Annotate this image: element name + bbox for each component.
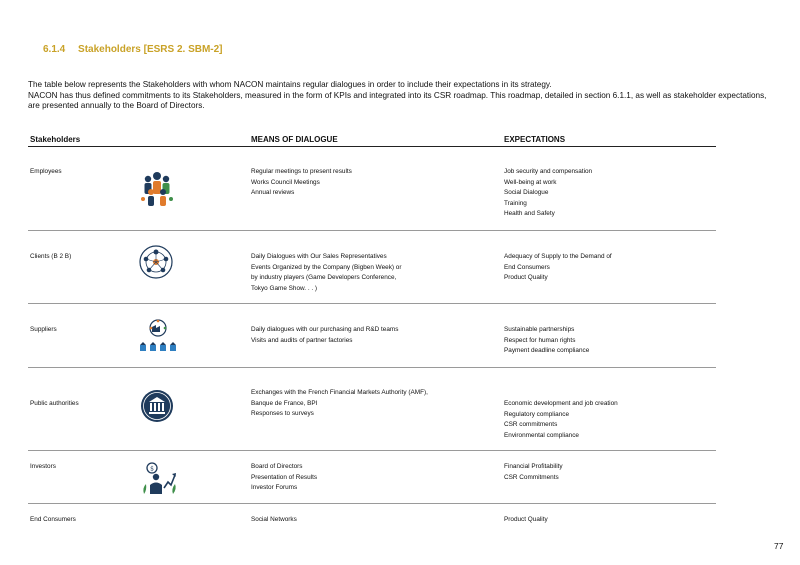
stakeholder-investors: Investors <box>30 463 56 470</box>
expectation-line: CSR commitments <box>504 421 558 428</box>
section-heading <box>43 44 223 55</box>
means-line: Visits and audits of partner factories <box>251 336 353 344</box>
page-number: 77 <box>774 541 784 551</box>
means-line: Board of Directors <box>251 463 303 470</box>
column-header-means: MEANS OF DIALOGUE <box>251 135 338 144</box>
expectation-line: Social Dialogue <box>504 189 549 196</box>
row-divider <box>28 303 716 304</box>
expectation-line: Economic development and job creation <box>504 400 618 407</box>
column-header-expectations: EXPECTATIONS <box>504 135 566 144</box>
means-line: Social Networks <box>251 516 297 523</box>
expectations-investors <box>504 462 563 483</box>
stakeholder-employees: Employees <box>30 168 62 175</box>
means-clients <box>251 252 402 294</box>
expectation-line: CSR Commitments <box>504 473 559 481</box>
expectations-suppliers <box>504 325 589 357</box>
investor-growth-icon <box>140 460 178 496</box>
stakeholder-clients: Clients (B 2 B) <box>30 253 72 260</box>
means-line: Banque de France, BPI <box>251 399 318 407</box>
expectation-line: Training <box>504 199 527 207</box>
stakeholder-public-authorities: Public authorities <box>30 400 79 407</box>
public-authority-building-icon <box>140 389 174 423</box>
employees-group-icon <box>140 168 174 208</box>
svg-text:$: $ <box>150 465 154 473</box>
means-line: Exchanges with the French Financial Markets Authority (AMF), <box>251 389 428 396</box>
row-divider <box>28 367 716 368</box>
expectation-line: Payment deadline compliance <box>504 347 590 354</box>
means-public-authorities <box>251 388 428 420</box>
means-line: by industry players (Game Developers Conference, <box>251 274 397 281</box>
means-line: Investor Forums <box>251 484 298 491</box>
expectations-employees <box>504 167 592 220</box>
intro-text <box>28 80 768 112</box>
row-divider <box>28 503 716 504</box>
expectation-line: Job security and compensation <box>504 168 593 175</box>
means-line: Daily Dialogues with Our Sales Representatives <box>251 253 387 260</box>
means-line: Daily dialogues with our purchasing and R&D teams <box>251 326 399 333</box>
expectation-line: End Consumers <box>504 263 550 271</box>
row-divider <box>28 230 716 231</box>
means-line: Regular meetings to present results <box>251 168 352 175</box>
expectation-line: Product Quality <box>504 274 548 281</box>
means-end-consumers <box>251 515 297 526</box>
means-line: Responses to surveys <box>251 410 314 417</box>
section-title: Stakeholders [ESRS 2. SBM-2] <box>78 44 223 55</box>
row-divider <box>28 450 716 451</box>
means-line: Presentation of Results <box>251 473 318 481</box>
means-line: Tokyo Game Show. . . ) <box>251 284 318 292</box>
expectation-line: Product Quality <box>504 516 548 523</box>
means-line: Annual reviews <box>251 189 295 196</box>
column-header-stakeholders: Stakeholders <box>30 135 81 144</box>
suppliers-factory-icon <box>138 318 178 354</box>
intro-paragraph-2: NACON has thus defined commitments to its Stakeholders, measured in the form of KPIs and integrated into its CSR roadmap. This roadmap, detailed in section 6.1.1, as well as stakeholder expectations, are presented annually to the Board of Directors. <box>28 90 767 110</box>
expectation-line: Environmental compliance <box>504 431 579 439</box>
expectations-clients <box>504 252 612 284</box>
intro-paragraph-1: The table below represents the Stakeholders with whom NACON maintains regular dialogues in order to include their expectations in its strategy. <box>28 80 552 89</box>
means-line: Works Council Meetings <box>251 178 320 186</box>
expectation-line: Health and Safety <box>504 210 555 217</box>
expectation-line: Regulatory compliance <box>504 410 570 418</box>
stakeholder-suppliers: Suppliers <box>30 326 57 333</box>
stakeholder-end-consumers: End Consumers <box>30 516 76 523</box>
means-investors <box>251 462 317 494</box>
expectation-line: Well-being at work <box>504 178 557 186</box>
means-employees <box>251 167 352 199</box>
section-number: 6.1.4 <box>43 44 66 55</box>
expectation-line: Respect for human rights <box>504 336 576 344</box>
expectation-line: Adequacy of Supply to the Demand of <box>504 253 612 260</box>
means-suppliers <box>251 325 398 346</box>
expectation-line: Financial Profitability <box>504 463 563 470</box>
expectations-end-consumers <box>504 515 548 526</box>
expectation-line: Sustainable partnerships <box>504 326 575 333</box>
expectations-public-authorities <box>504 399 618 441</box>
clients-network-icon <box>138 244 174 280</box>
header-rule <box>28 146 716 147</box>
means-line: Events Organized by the Company (Bigben Week) or <box>251 263 402 271</box>
